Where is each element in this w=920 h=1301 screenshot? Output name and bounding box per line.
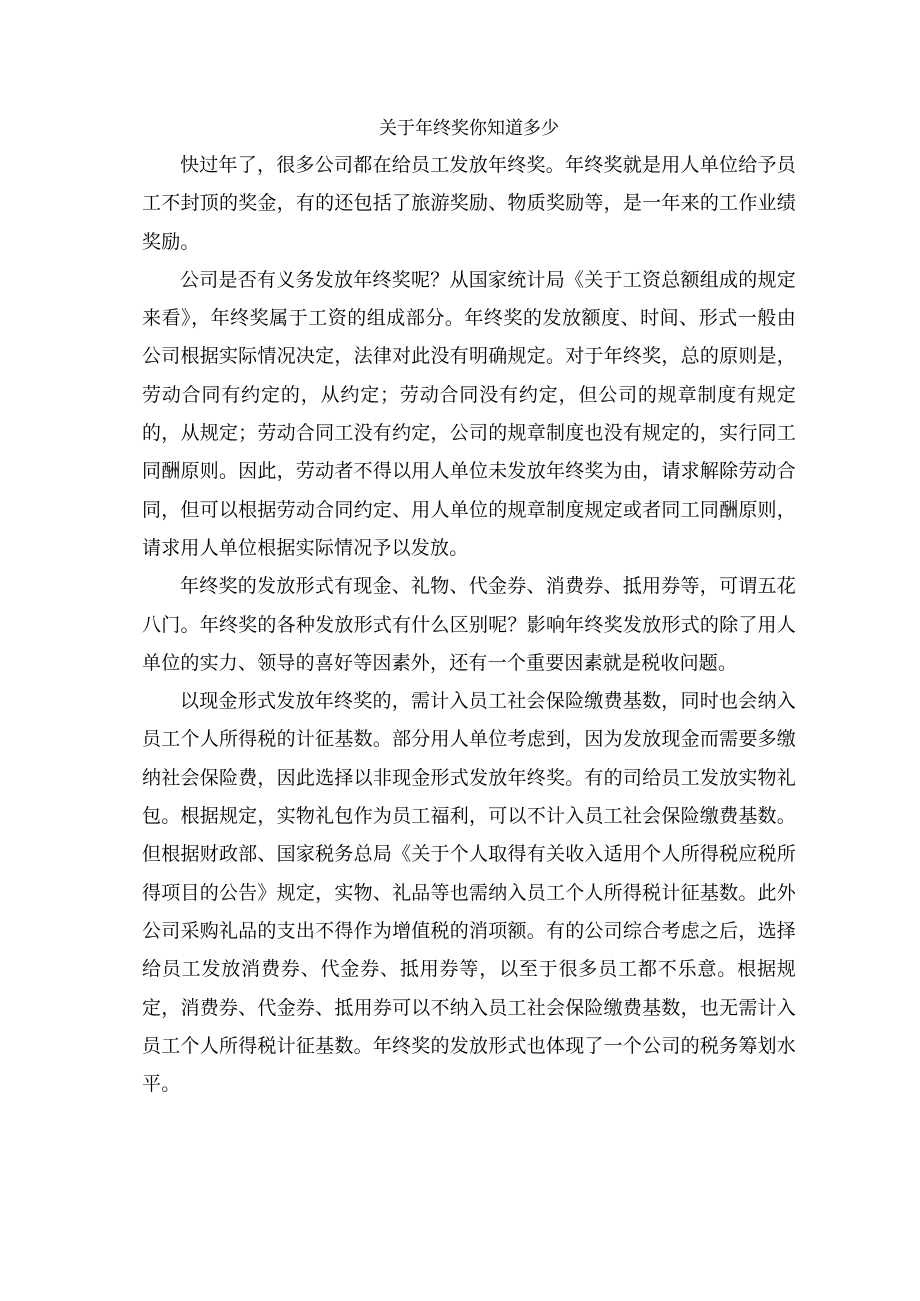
paragraph-3: 年终奖的发放形式有现金、礼物、代金券、消费券、抵用券等，可谓五花八门。年终奖的各种发放形式有什么区别呢？影响年终奖发放形式的除了用人单位的实力、领导的喜好等因素外，还有一个重要因素就是税收问题。 bbox=[142, 575, 796, 674]
paragraph-1: 快过年了，很多公司都在给员工发放年终奖。年终奖就是用人单位给予员工不封顶的奖金，有的还包括了旅游奖励、物质奖励等，是一年来的工作业绩奖励。 bbox=[142, 154, 796, 253]
paragraph-2: 公司是否有义务发放年终奖呢？从国家统计局《关于工资总额组成的规定来看》，年终奖属于工资的组成部分。年终奖的发放额度、时间、形式一般由公司根据实际情况决定，法律对此没有明确规定。对于年终奖，总的原则是，劳动合同有约定的，从约定；劳动合同没有约定，但公司的规章制度有规定的，从规定；劳动合同工没有约定，公司的规章制度也没有规定的，实行同工同酬原则。因此，劳动者不得以用人单位未发放年终奖为由，请求解除劳动合同，但可以根据劳动合同约定、用人单位的规章制度规定或者同工同酬原则，请求用人单位根据实际情况予以发放。 bbox=[142, 268, 796, 559]
document-title: 关于年终奖你知道多少 bbox=[379, 118, 559, 139]
paragraph-4: 以现金形式发放年终奖的，需计入员工社会保险缴费基数，同时也会纳入员工个人所得税的计征基数。部分用人单位考虑到，因为发放现金而需要多缴纳社会保险费，因此选择以非现金形式发放年终奖。有的司给员工发放实物礼包。根据规定，实物礼包作为员工福利，可以不计入员工社会保险缴费基数。但根据财政部、国家税务总局《关于个人取得有关收入适用个人所得税应税所得项目的公告》规定，实物、礼品等也需纳入员工个人所得税计征基数。此外公司采购礼品的支出不得作为增值税的消项额。有的公司综合考虑之后，选择给员工发放消费券、代金券、抵用券等，以至于很多员工都不乐意。根据规定，消费券、代金券、抵用券可以不纳入员工社会保险缴费基数，也无需计入员工个人所得税计征基数。年终奖的发放形式也体现了一个公司的税务筹划水平。 bbox=[142, 690, 796, 1096]
document-page bbox=[142, 112, 796, 1103]
